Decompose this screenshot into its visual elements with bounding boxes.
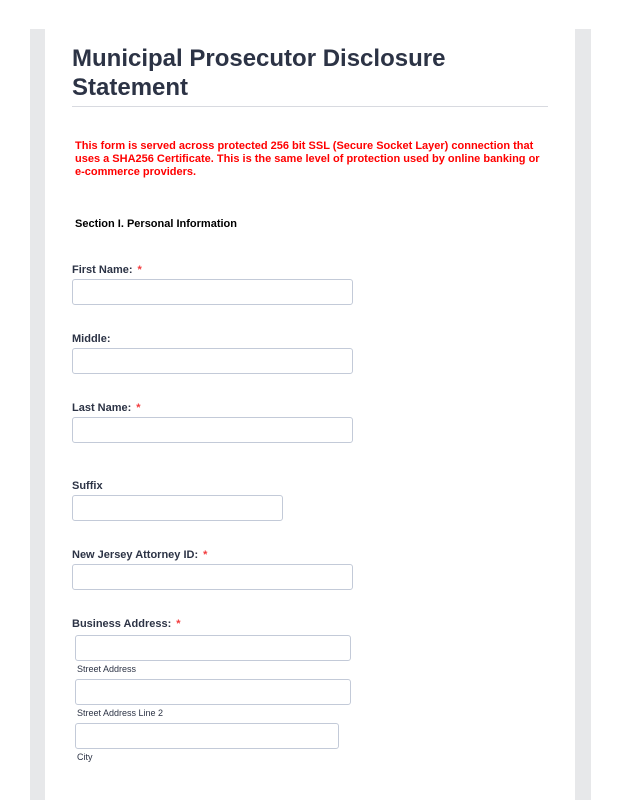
street-address-line2-input[interactable] xyxy=(75,679,351,705)
required-marker: * xyxy=(137,264,142,276)
required-marker: * xyxy=(136,402,141,414)
section-heading: Section I. Personal Information xyxy=(75,218,237,230)
attorney-id-label-text: New Jersey Attorney ID: xyxy=(72,549,199,561)
middle-label-text: Middle: xyxy=(72,333,111,345)
title-divider xyxy=(72,106,548,107)
first-name-label xyxy=(72,264,142,276)
city-input[interactable] xyxy=(75,723,339,749)
suffix-label-text: Suffix xyxy=(72,480,103,492)
last-name-label-text: Last Name: xyxy=(72,402,132,414)
last-name-label xyxy=(72,402,141,414)
business-address-label xyxy=(72,618,181,630)
middle-label xyxy=(72,333,111,345)
middle-input[interactable] xyxy=(72,348,353,374)
ssl-notice: This form is served across protected 256 bit SSL (Secure Socket Layer) connection that uses a SHA256 Certificate. This is the same level of protection used by online banking or e-commerce providers. xyxy=(75,140,540,178)
attorney-id-label xyxy=(72,549,207,561)
street-address-line2-sublabel: Street Address Line 2 xyxy=(77,708,164,718)
suffix-label xyxy=(72,480,103,492)
city-sublabel: City xyxy=(77,752,93,762)
attorney-id-input[interactable] xyxy=(72,564,353,590)
form-title: Municipal Prosecutor Disclosure Statement xyxy=(72,45,446,101)
street-address-input[interactable] xyxy=(75,635,351,661)
first-name-label-text: First Name: xyxy=(72,264,133,276)
required-marker: * xyxy=(203,549,208,561)
required-marker: * xyxy=(176,618,181,630)
business-address-label-text: Business Address: xyxy=(72,618,172,630)
suffix-input[interactable] xyxy=(72,495,283,521)
street-address-sublabel: Street Address xyxy=(77,664,137,674)
last-name-input[interactable] xyxy=(72,417,353,443)
first-name-input[interactable] xyxy=(72,279,353,305)
